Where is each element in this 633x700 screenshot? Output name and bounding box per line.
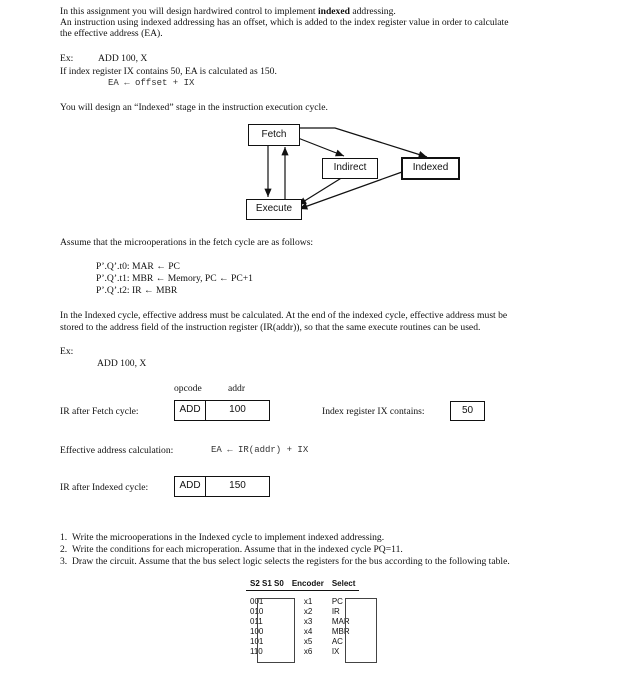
fetch-box: Fetch — [248, 124, 300, 146]
ir-indexed-label: IR after Indexed cycle: — [60, 482, 149, 493]
bus-bits: 010 — [250, 607, 264, 616]
bus-bits: 101 — [250, 637, 264, 646]
indexed-para-line2: stored to the address field of the instruction register (IR(addr)), so that the same execute routines can be used. — [60, 322, 481, 333]
ir-indexed-addr: 150 — [229, 480, 246, 492]
opcode-header: opcode — [174, 383, 202, 394]
bus-table-header-row — [246, 578, 359, 591]
bus-header-encoder: Encoder — [288, 578, 328, 591]
bus-select: IR — [331, 607, 340, 616]
select-column-box — [345, 598, 377, 663]
addr-header: addr — [228, 383, 246, 394]
task-3: 3. Draw the circuit. Assume that the bus select logic selects the registers for the bus according to the following table. — [60, 556, 510, 567]
bus-encoder: x5 — [303, 637, 313, 646]
fetch-op-1: P’.Q’.t1: MBR ← Memory, PC ← PC+1 — [96, 273, 253, 284]
bus-bits: 100 — [250, 627, 264, 636]
design-line: You will design an “Indexed” stage in the instruction execution cycle. — [60, 102, 328, 113]
execute-box: Execute — [246, 199, 302, 220]
example2-label: Ex: — [60, 346, 74, 357]
ir-fetch-label: IR after Fetch cycle: — [60, 406, 139, 417]
task-1: 1. Write the microoperations in the Indexed cycle to implement indexed addressing. — [60, 532, 385, 543]
intro-line-1: In this assignment you will design hardwired control to implement indexed addressing. — [60, 6, 396, 17]
bus-encoder: x2 — [303, 607, 313, 616]
bus-header-select-bits: S2 S1 S0 — [246, 578, 288, 591]
bits-column-box — [257, 598, 295, 663]
ir-fetch-register — [174, 400, 270, 421]
example1-line2: If index register IX contains 50, EA is calculated as 150. — [60, 66, 277, 77]
indexed-box: Indexed — [401, 157, 460, 180]
ea-formula: EA ← IR(addr) + IX — [211, 445, 309, 455]
bus-select: PC — [331, 597, 343, 606]
bus-encoder: x4 — [303, 627, 313, 636]
ea-label: Effective address calculation: — [60, 445, 174, 456]
bus-encoder: x3 — [303, 617, 313, 626]
bus-select: MAR — [331, 617, 350, 626]
fetch-op-0: P’.Q’.t0: MAR ← PC — [96, 261, 180, 272]
bus-encoder: x1 — [303, 597, 313, 606]
bus-header-select: Select — [328, 578, 360, 591]
example1-instruction: ADD 100, X — [98, 53, 148, 64]
indexed-para-line1: In the Indexed cycle, effective address must be calculated. At the end of the indexed cycle, effective address must be — [60, 310, 508, 321]
ix-value-box: 50 — [450, 401, 485, 421]
arrow-fetch-indexed — [298, 128, 427, 157]
fetch-op-2: P’.Q’.t2: IR ← MBR — [96, 285, 178, 296]
bus-bits: 011 — [250, 617, 263, 626]
indirect-box: Indirect — [322, 158, 378, 179]
bus-bits: 001 — [250, 597, 264, 606]
bus-bits: 110 — [250, 647, 263, 656]
ir-fetch-opcode: ADD — [175, 401, 206, 420]
ix-label: Index register IX contains: — [322, 406, 425, 417]
fetch-intro: Assume that the microoperations in the fetch cycle are as follows: — [60, 237, 314, 248]
ir-indexed-register — [174, 476, 270, 497]
intro-line-3: the effective address (EA). — [60, 28, 163, 39]
example1-formula: EA ← offset + IX — [108, 78, 195, 88]
example2-instruction: ADD 100, X — [97, 358, 147, 369]
ir-fetch-addr: 100 — [229, 404, 246, 416]
example1-label: Ex: — [60, 53, 74, 64]
bus-select: AC — [331, 637, 343, 646]
arrow-fetch-indirect — [298, 138, 344, 156]
intro-line-2: An instruction using indexed addressing has an offset, which is added to the index register value in order to calculate — [60, 17, 509, 28]
bus-select: MBR — [331, 627, 350, 636]
task-2: 2. Write the conditions for each microperation. Assume that in the indexed cycle PQ=11. — [60, 544, 403, 555]
bus-encoder: x6 — [303, 647, 313, 656]
bus-select: IX — [331, 647, 340, 656]
ir-indexed-opcode: ADD — [175, 477, 206, 496]
